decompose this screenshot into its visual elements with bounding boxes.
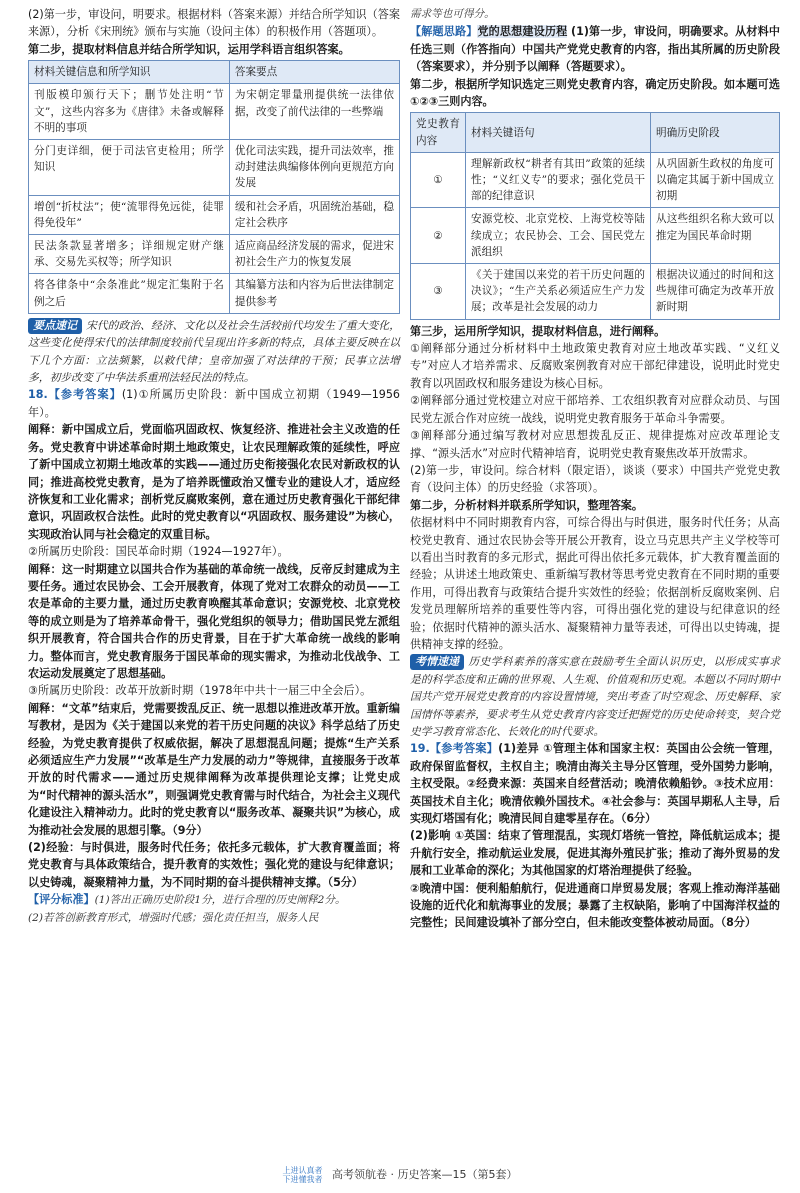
q18-part1-stage1: (1)①所属历史阶段：新中国成立初期（1949—1956年）。 (28, 388, 400, 419)
idea-step1: (1)第一步，审设问，明确要求。从材料中任选三则（作答指向）中国共产党党史教育的内容，指出其所属的历史阶段（答案要求），并分别予以阐释（答题要求）。 (410, 25, 780, 74)
table-cell: 从这些组织名称大致可以推定为国民革命时期 (651, 208, 780, 264)
page-footer (0, 1166, 800, 1184)
idea-title: 党的思想建设历程 (477, 25, 568, 39)
table-cell: 民法条款显著增多；详细规定财产继承、交易先买权等；所学知识 (29, 235, 230, 274)
q18-explanation3: 阐释：“文革”结束后，党需要拨乱反正、统一思想以推进改革开放。重新编写教材，是因为《关于建国以来党的若干历史问题的决议》科学总结了历史经验，为党史教育提供了权威依据，解决了思想混乱问题；提炼“生产关系必须适应生产力发展”“改革是生产力发展的动力”等规律，直接服务于改革开放的时代需求——通过历史规律阐释为改革提供理论支撑；让党史成为“时代精神的源头活水”，则强调党史教育需与时代结合，为社会主义现代化建设注入精神动力。此时的党史教育以“服务改革、凝聚共识”为核心，成为推动社会发展的思想引擎。（9分） (28, 701, 400, 837)
scoring-label: 【评分标准】 (28, 893, 95, 907)
left-column (28, 6, 400, 927)
table-cell: ① (411, 152, 466, 208)
table-row (29, 84, 400, 140)
exam-info-note (410, 653, 780, 740)
table-cell: 为宋朝定罪量刑提供统一法律依据，改变了前代法律的一些弊端 (229, 84, 399, 140)
right-column (410, 6, 780, 932)
idea-label: 【解题思路】 (410, 25, 478, 39)
key-points-text: 宋代的政治、经济、文化以及社会生活较前代均发生了重大变化，这些变化使得宋代的法律制度较前代呈现出许多新的特点，具体主要反映在以下几个方面：立法频繁，以敕代律；皇帝加强了对法律的干预；民事立法增多，初步改变了中华法系重刑法轻民法的特点。 (28, 318, 400, 385)
table-cell: 分门吏详细，便于司法官吏检用；所学知识 (29, 140, 230, 196)
table-cell: 安源党校、北京党校、上海党校等陆续成立；农民协会、工会、国民党左派组织 (466, 208, 651, 264)
idea-step3-3: ③阐释部分通过编写教材对应思想拨乱反正、规律提炼对应改革理论支撑、“源头活水”对应时代精神培育，说明党史教育聚焦改革开放需求。 (410, 429, 780, 460)
table-row (411, 152, 780, 208)
key-points-note (28, 317, 400, 387)
table-header: 党史教育内容 (411, 113, 466, 152)
table-row (29, 274, 400, 313)
table-cell: 增创“折杖法”；使“流罪得免远徙，徒罪得免役年” (29, 195, 230, 234)
table-header: 材料关键语句 (466, 113, 651, 152)
table-row (29, 235, 400, 274)
footer-logo: 上进认真者 下进懂我者 (282, 1166, 323, 1184)
table-row (411, 264, 780, 320)
exam-info-badge: 考情速递 (410, 654, 464, 670)
q19-part1: (1)差异 ①管理主体和国家主权：英国由公会统一管理，政府保留监督权，主权自主；晚清由海关主导分区管理，受外国势力影响，主权受限。②经费来源：英国来自经营活动；晚清依赖船钞。③技术应用：英国技术自主化；晚清依赖外国技术。④社会参与：英国早期私人主导，后实现灯塔国有化；晚清民间自建零星存在。（6分） (410, 742, 780, 826)
table-header: 答案要点 (229, 61, 399, 84)
q18-part2-step1: (2)第一步，审设问。综合材料（限定语），谈谈（要求）中国共产党党史教育（设问主体）的历史经验（求答项）。 (410, 463, 780, 495)
table-cell: 《关于建国以来党的若干历史问题的决议》；“生产关系必须适应生产力发展；改革是社会发展的动力 (466, 264, 651, 320)
table-cell: 其编纂方法和内容为后世法律制定提供参考 (229, 274, 399, 313)
table-cell: 将各律条中“余条准此”规定汇集附于名例之后 (29, 274, 230, 313)
footer-text: 高考领航卷 · 历史答案—15（第5套） (332, 1168, 518, 1181)
table-row (29, 140, 400, 196)
key-points-badge: 要点速记 (28, 318, 82, 334)
q18-part2: (2)经验：与时俱进，服务时代任务；依托多元载体，扩大教育覆盖面；将党史教育与具体政策结合，提升教育的实效性；强化党的建设与纪律意识；以史铸魂，凝聚精神力量，为不同时期的奋斗提供精神支撑。（5分） (28, 841, 400, 889)
table-cell: 缓和社会矛盾，巩固统治基础，稳定社会秩序 (229, 195, 399, 234)
idea-step3: 第三步，运用所学知识，提取材料信息，进行阐释。 (410, 324, 666, 338)
idea-step2: 第二步，根据所学知识选定三则党史教育内容，确定历史阶段。如本题可选①②③三则内容。 (410, 77, 780, 109)
table-cell: 适应商品经济发展的需求，促进宋初社会生产力的恢复发展 (229, 235, 399, 274)
table-cell: 理解新政权“耕者有其田”政策的延续性；“义红义专”的要求；强化党员干部的纪律意识 (466, 152, 651, 208)
scoring-1: (1)答出正确历史阶段1分，进行合理的历史阐释2分。 (94, 894, 346, 907)
q18-explanation1: 阐释：新中国成立后，党面临巩固政权、恢复经济、推进社会主义改造的任务。党史教育中讲述革命时期土地政策史，让农民理解政策的延续性，呼应了新中国成立初期土地改革的实践——通过历史衔接强化农民对新政权的认同；推进高校党史教育，是为了培养既懂政治又懂专业的建设人才，适应经济恢复和工业化需求；剖析党反腐败案例，意在通过历史教育强化干部纪律意识，巩固政权合法性。此时的党史教育以“巩固政权、服务建设”为核心，实现政治认同与社会稳定的双重目标。 (28, 423, 400, 541)
q18-part2-step2: 第二步，分析材料并联系所学知识，整理答案。 (410, 498, 643, 512)
table-cell: ② (411, 208, 466, 264)
table-header: 明确历史阶段 (651, 113, 780, 152)
q18-explanation2: 阐释：这一时期建立以国共合作为基础的革命统一战线，反帝反封建成为主要任务。通过农民协会、工会开展教育，体现了党对工农群众的动员——工农是革命的主要力量，通过历史教育唤醒其革命意识；安源党校、北京党校等的成立则是为了培养革命骨干，强化党组织的领导力；借助国民党左派组织开展教育，符合国共合作的历史背景，目在于扩大革命统一战线的影响力。整体而言，党史教育服务于国民革命的现实需求，为推动北伐战争、工农运动发展奠定了思想基础。 (28, 562, 400, 680)
idea-step3-1: ①阐释部分通过分析材料中土地政策史教育对应土地改革实践、“义红义专”对应人才培养需求、反腐败案例教育对应干部纪律建设，说明此时党史教育以巩固政权和服务建设为核心目标。 (410, 342, 780, 390)
key-info-table (28, 60, 400, 314)
table-cell: 刊版模印颁行天下；删节处注明“节文”，这些内容多为《唐律》未备或解释不明的事项 (29, 84, 230, 140)
q19-part2: (2)影响 ①英国：结束了管理混乱，实现灯塔统一管控，降低航运成本；提升航行安全，推动航运业发展，促进其海外殖民扩张；推动了海外贸易的发展和工业革命的深化；为其他国家的灯塔治理提供了经验。 (410, 829, 780, 878)
table-cell: ③ (411, 264, 466, 320)
table-row (411, 208, 780, 264)
table-row (29, 195, 400, 234)
scoring-2-continued: 需求等也可得分。 (410, 8, 495, 20)
q18-label: 18.【参考答案】 (28, 388, 122, 402)
q18-part2-analysis: 依据材料中不同时期教育内容，可综合得出与时俱进，服务时代任务；从高校党史教育、通过农民协会等开展公开教育，设立马克思共产主义学校等可以看出当时教育的多元形式，据此可得出依托多元载体，扩大教育覆盖面的经验；从讲述土地政策史、重新编写教材等思考党史教育在不同时期的重要作用，可得出教育与政策结合提升实效性的经验；依据剖析反腐败案例、启发党员理解所培养的重要性等内容，可得出强化党的建设与纪律意识的经验；依据时代精神的源头活水、凝聚精神力量等表述，可得出以史铸魂，提供精神支撑的经验。 (410, 516, 780, 651)
table-cell: 根据决议通过的时间和这些规律可确定为改革开放新时期 (651, 264, 780, 320)
idea-step3-2: ②阐释部分通过党校建立对应干部培养、工农组织教育对应群众动员、与国民党左派合作对应统一战线，说明党史教育服务于革命斗争需要。 (410, 394, 780, 425)
table-cell: 优化司法实践，提升司法效率，推动封建法典编修体例向更规范方向发展 (229, 140, 399, 196)
table-cell: 从巩固新生政权的角度可以确定其属于新中国成立初期 (651, 152, 780, 208)
q17-part2-step1: (2)第一步，审设问，明要求。根据材料（答案来源）并结合所学知识（答案来源），分析《宋刑统》颁布与实施（设问主体）的积极作用（答题项）。 (28, 8, 400, 39)
history-stage-table (410, 112, 780, 319)
q17-part2-step2: 第二步，提取材料信息并结合所学知识，运用学科语言组织答案。 (28, 42, 350, 56)
q18-part1-stage3: ③所属历史阶段：改革开放新时期（1978年中共十一届三中全会后）。 (28, 684, 372, 698)
scoring-2: (2)若答创新教育形式，增强时代感；强化责任担当，服务人民 (28, 911, 319, 924)
q19-part2-china: ②晚清中国：便利船舶航行，促进通商口岸贸易发展；客观上推动海洋基础设施的近代化和航海事业的发展；暴露了主权缺陷，影响了中国海洋权益的完整性；民间建设填补了部分空白，但未能改变整体被动局面。（8分） (410, 881, 780, 930)
table-header: 材料关键信息和所学知识 (29, 61, 230, 84)
q18-part1-stage2: ②所属历史阶段：国民革命时期（1924—1927年）。 (28, 545, 289, 559)
exam-info-text: 历史学科素养的落实意在鼓励考生全面认识历史，以形成实事求是的科学态度和正确的世界观、人生观、价值观和历史观。本题以不同时期中国共产党开展党史教育的内容设置情境，突出考查了时空观念、历史解释、家国情怀等素养，要求考生从党史教育内容变迁把握党的历史使命转变，契合党史学习教育常态化、长效化的时代要求。 (410, 655, 780, 739)
q19-label: 19.【参考答案】 (410, 742, 499, 756)
